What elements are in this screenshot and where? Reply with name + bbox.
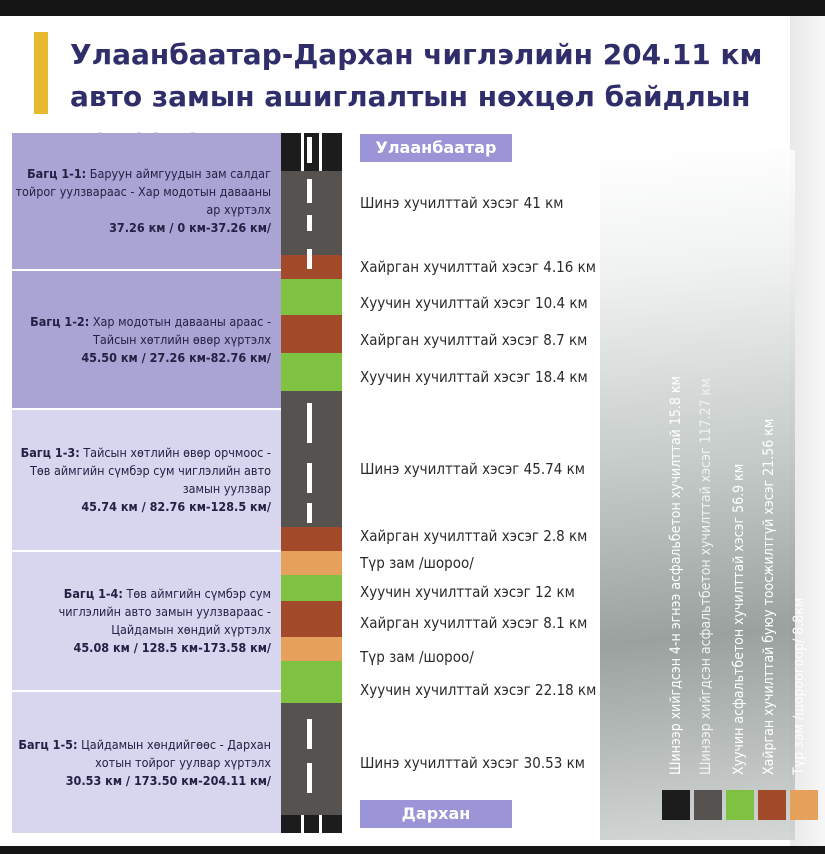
section-label-2: Хайрган хучилттай хэсэг 4.16 км bbox=[360, 258, 596, 276]
section-label-7: Хайрган хучилттай хэсэг 2.8 км bbox=[360, 527, 588, 545]
segment-length: 45.74 км / 82.76 км-128.5 км/ bbox=[81, 499, 271, 514]
page-title: Улаанбаатар-Дархан чиглэлийн 204.11 км авто замын ашиглалтын нөхцөл байдлын bbox=[70, 38, 763, 113]
legend-label-1: Шинээр хийгдсэн 4-н эгнээ асфальбетон хучилттай 15.8 км bbox=[668, 376, 684, 775]
end-city-badge: Дархан bbox=[360, 800, 512, 828]
title-accent-bar bbox=[34, 32, 48, 114]
road-center-dash bbox=[307, 179, 312, 203]
road-center-dash bbox=[307, 249, 312, 269]
segment-panel-1 bbox=[12, 133, 281, 269]
segment-text-4 bbox=[12, 585, 271, 657]
legend-swatch-5 bbox=[790, 790, 818, 820]
road-section-old bbox=[281, 575, 342, 601]
legend-swatch-1 bbox=[662, 790, 690, 820]
segment-description: Баруун аймгуудын зам салдаг тойрог уулзвараас - Хар модотын давааны ар хүртэлх bbox=[15, 166, 271, 217]
road-center-dash bbox=[307, 137, 312, 163]
section-label-4: Хайрган хучилттай хэсэг 8.7 км bbox=[360, 331, 588, 349]
segment-length: 45.08 км / 128.5 км-173.58 км/ bbox=[73, 640, 271, 655]
start-city-badge: Улаанбаатар bbox=[360, 134, 512, 162]
road-lane-line bbox=[319, 133, 322, 171]
segment-text-3 bbox=[12, 444, 271, 516]
section-label-11: Түр зам /шороо/ bbox=[360, 648, 474, 666]
road-section-old bbox=[281, 661, 342, 703]
road-section-gravel bbox=[281, 527, 342, 551]
road-lane-line bbox=[319, 815, 322, 833]
segment-panel-2 bbox=[12, 271, 281, 408]
segment-name: Багц 1-4: bbox=[63, 586, 123, 601]
section-label-6: Шинэ хучилттай хэсэг 45.74 км bbox=[360, 460, 585, 478]
road-section-new-4lane bbox=[281, 815, 342, 833]
segment-length: 37.26 км / 0 км-37.26 км/ bbox=[109, 220, 271, 235]
section-label-10: Хайрган хучилттай хэсэг 8.1 км bbox=[360, 614, 588, 632]
segment-description: Хар модотын давааны араас - Тайсын хөтлийн өвөр хүртэлх bbox=[92, 313, 271, 347]
road-lane-line bbox=[301, 815, 304, 833]
road-section-old bbox=[281, 353, 342, 391]
legend-swatch-4 bbox=[758, 790, 786, 820]
road-lane-line bbox=[301, 133, 304, 171]
legend-label-3: Хуучин асфальтбетон хучилттай хэсэг 56.9 км bbox=[731, 463, 747, 775]
segment-description: Цайдамын хөндийгөөс - Дархан хотын тойрог уулвар хүртэлх bbox=[81, 736, 271, 770]
segment-text-1 bbox=[12, 165, 271, 237]
legend-label-4: Хайрган хучилттай буюу тоосжилтгүй хэсэг 21.56 км bbox=[761, 418, 777, 775]
section-label-8: Түр зам /шороо/ bbox=[360, 554, 474, 572]
road-center-dash bbox=[307, 215, 312, 231]
section-label-1: Шинэ хучилттай хэсэг 41 км bbox=[360, 194, 564, 212]
road-section-old bbox=[281, 279, 342, 315]
segment-name: Багц 1-2: bbox=[30, 313, 90, 329]
bottom-frame-bar bbox=[0, 846, 825, 854]
road-center-dash bbox=[307, 719, 312, 749]
road-strip bbox=[281, 133, 342, 833]
legend-label-2: Шинээр хийгдсэн асфальтбетон хучилттай хэсэг 117.27 км bbox=[698, 378, 714, 775]
road-center-dash bbox=[307, 503, 312, 523]
road-section-gravel bbox=[281, 601, 342, 637]
segment-description: Төв аймгийн сүмбэр сум чиглэлийн авто замын уулзвараас - Цайдамын хөндий хүртэлх bbox=[58, 586, 271, 637]
section-label-9: Хуучин хучилттай хэсэг 12 км bbox=[360, 583, 575, 601]
road-center-dash bbox=[307, 763, 312, 793]
segment-name: Багц 1-5: bbox=[18, 736, 78, 752]
segment-length: 30.53 км / 173.50 км-204.11 км/ bbox=[65, 772, 271, 788]
segment-text-2 bbox=[12, 313, 271, 367]
segment-panel-3 bbox=[12, 410, 281, 550]
road-section-gravel bbox=[281, 315, 342, 353]
legend-swatch-3 bbox=[726, 790, 754, 820]
top-frame-bar bbox=[0, 0, 825, 16]
road-section-temp bbox=[281, 637, 342, 661]
segment-panel-5 bbox=[12, 692, 281, 833]
segment-length: 45.50 км / 27.26 км-82.76 км/ bbox=[81, 349, 271, 365]
segment-name: Багц 1-1: bbox=[27, 166, 87, 181]
section-label-5: Хуучин хучилттай хэсэг 18.4 км bbox=[360, 368, 588, 386]
section-label-3: Хуучин хучилттай хэсэг 10.4 км bbox=[360, 294, 588, 312]
segment-description: Тайсын хөтлийн өвөр орчмоос - Төв аймгийн сүмбэр сум чиглэлийн авто замын уулзвар bbox=[30, 445, 271, 496]
road-section-temp bbox=[281, 551, 342, 575]
legend-label-5: Түр зам /шороогоор/ 8.8км bbox=[791, 597, 807, 775]
road-center-dash bbox=[307, 403, 312, 443]
segment-text-5 bbox=[12, 736, 271, 790]
legend-swatch-2 bbox=[694, 790, 722, 820]
segment-name: Багц 1-3: bbox=[20, 445, 80, 460]
segment-panel-4 bbox=[12, 552, 281, 690]
section-label-13: Шинэ хучилттай хэсэг 30.53 км bbox=[360, 754, 585, 772]
section-label-12: Хуучин хучилттай хэсэг 22.18 км bbox=[360, 681, 597, 699]
road-center-dash bbox=[307, 463, 312, 493]
